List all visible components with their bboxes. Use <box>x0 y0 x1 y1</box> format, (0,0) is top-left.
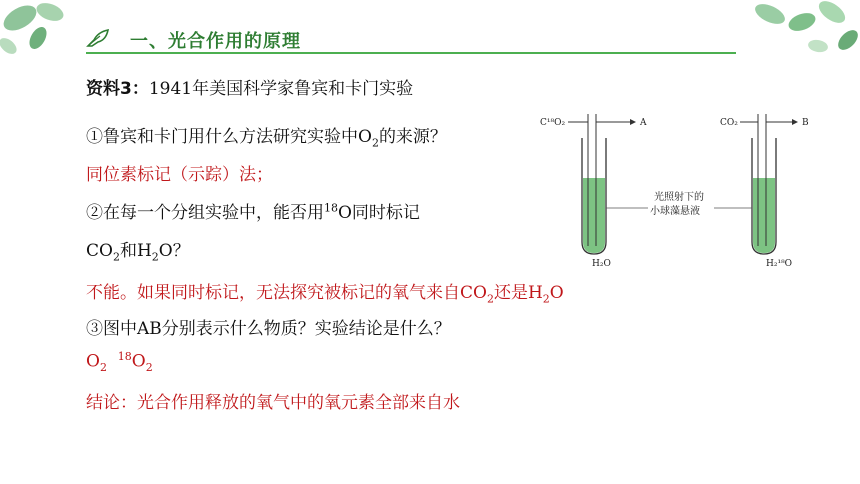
h2o-text: 和H <box>119 241 152 261</box>
left-input-label: C¹⁸O₂ <box>540 118 566 128</box>
question-3: ③图中AB分别表示什么物质？实验结论是什么？ <box>86 319 451 339</box>
question-2-continued <box>86 236 190 263</box>
right-input-label: CO₂ <box>720 118 738 128</box>
question-2-sup: 18 <box>324 201 338 215</box>
conclusion: 结论：光合作用释放的氧气中的氧元素全部来自水 <box>86 393 460 413</box>
question-2 <box>86 198 420 223</box>
question-2-tail: O同时标记 <box>338 203 420 223</box>
left-bottom-label: H₂O <box>592 259 611 268</box>
answer-2-sub-1: 2 <box>486 292 494 306</box>
question-2-text: ②在每一个分组实验中，能否用 <box>86 203 324 223</box>
question-1-sub: 2 <box>371 136 379 150</box>
leaf-decoration-top-left <box>0 0 90 60</box>
answer-2-text: 不能。如果同时标记，无法探究被标记的氧气来自CO <box>86 283 487 303</box>
right-output-label: B <box>802 118 809 128</box>
left-output-label: A <box>640 118 647 128</box>
answer-1: 同位素标记（示踪）法； <box>86 165 273 185</box>
experiment-diagram <box>530 108 840 268</box>
material-line <box>86 74 413 99</box>
callout-line-2: 小球藻悬液 <box>650 206 700 217</box>
co2-sub: 2 <box>112 250 120 264</box>
callout-line-1: 光照射下的 <box>654 192 704 203</box>
pen-icon <box>86 28 112 48</box>
right-test-tube <box>740 114 798 254</box>
section-header <box>86 26 736 54</box>
question-1-text: ①鲁宾和卡门用什么方法研究实验中O <box>86 127 372 147</box>
section-title: 一、光合作用的原理 <box>130 31 301 52</box>
answer-3-sup: 18 <box>117 350 132 363</box>
header-divider <box>86 52 736 54</box>
question-1 <box>86 122 447 149</box>
answer-3-sub-1: 2 <box>99 361 107 375</box>
question-2b-tail: O？ <box>158 241 190 261</box>
answer-3-sub-2: 2 <box>145 361 153 375</box>
answer-3 <box>86 350 153 374</box>
right-bottom-label: H₂¹⁸O <box>766 259 793 268</box>
answer-2-sub-2: 2 <box>542 292 550 306</box>
co2-text: CO <box>86 241 113 261</box>
answer-2 <box>86 278 564 305</box>
answer-3-o2: O <box>131 351 146 372</box>
left-test-tube <box>568 114 636 254</box>
question-1-tail: 的来源？ <box>378 127 447 147</box>
material-label: 资料3： <box>86 79 149 99</box>
answer-2-tail: O <box>549 283 564 303</box>
material-text: 1941年美国科学家鲁宾和卡门实验 <box>148 79 414 99</box>
answer-2-mid: 还是H <box>493 283 543 303</box>
answer-3-o: O <box>86 351 100 372</box>
h2o-sub: 2 <box>151 250 159 264</box>
leaf-decoration-top-right <box>740 0 860 60</box>
